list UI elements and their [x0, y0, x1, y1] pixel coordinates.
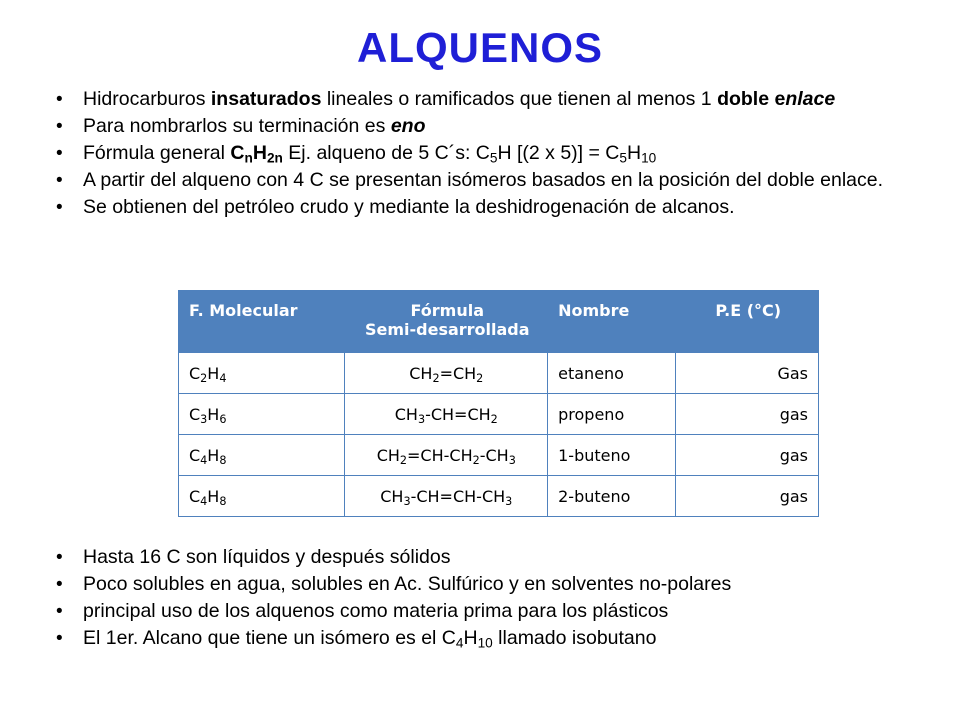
header-name: Nombre	[548, 291, 676, 353]
cell-molecular: $C_3H_6$	[179, 394, 345, 435]
bullet-solubility: • Poco solubles en agua, solubles en Ac. Sulfúrico y en solventes no-polares	[56, 571, 906, 598]
cell-boiling-point: Gas	[676, 353, 819, 394]
cell-name: propeno	[548, 394, 676, 435]
cell-name: 2-buteno	[548, 476, 676, 517]
bullet-isobutane: • El 1er. Alcano que tiene un isómero es el $C_4H_{10}$ llamado isobutano	[56, 625, 906, 652]
cell-boiling-point: gas	[676, 394, 819, 435]
bullet-states: • Hasta 16 C son líquidos y después sólidos	[56, 544, 906, 571]
bullet-definition: • Hidrocarburos insaturados lineales o ramificados que tienen al menos 1 doble enlace	[56, 86, 906, 113]
table-row	[179, 435, 819, 476]
bullet-naming: • Para nombrarlos su terminación es eno	[56, 113, 906, 140]
cell-molecular: $C_4H_8$	[179, 435, 345, 476]
cell-boiling-point: gas	[676, 435, 819, 476]
bullet-uses: • principal uso de los alquenos como materia prima para los plásticos	[56, 598, 906, 625]
bullet-list-top	[56, 86, 906, 221]
header-boiling-point: P.E (°C)	[676, 291, 819, 353]
bullet-isomers: • A partir del alqueno con 4 C se presentan isómeros basados en la posición del doble enlace.	[56, 167, 906, 194]
bullet-list-bottom	[56, 544, 906, 652]
cell-molecular: $C_4H_8$	[179, 476, 345, 517]
cell-molecular: $C_2H_4$	[179, 353, 345, 394]
slide-title: ALQUENOS	[356, 24, 603, 71]
cell-formula: $CH_3-CH=CH-CH_3$	[345, 476, 548, 517]
cell-formula: $CH_3-CH=CH_2$	[345, 394, 548, 435]
table-header-row	[179, 291, 819, 353]
header-formula: Fórmula Semi-desarrollada	[345, 291, 548, 353]
cell-formula: $CH_2=CH-CH_2-CH_3$	[345, 435, 548, 476]
cell-name: etaneno	[548, 353, 676, 394]
cell-formula: $CH_2=CH_2$	[345, 353, 548, 394]
table-row	[179, 476, 819, 517]
bullet-sources: • Se obtienen del petróleo crudo y mediante la deshidrogenación de alcanos.	[56, 194, 906, 221]
cell-boiling-point: gas	[676, 476, 819, 517]
alkene-table	[178, 290, 819, 517]
cell-name: 1-buteno	[548, 435, 676, 476]
header-molecular: F. Molecular	[179, 291, 345, 353]
table-row	[179, 394, 819, 435]
table-row	[179, 353, 819, 394]
bullet-general-formula: • Fórmula general $C_nH_{2n}$ Ej. alqueno de 5 C´s: $C_5H$ [(2 x $5)] = C_5H_{10}$	[56, 140, 906, 167]
